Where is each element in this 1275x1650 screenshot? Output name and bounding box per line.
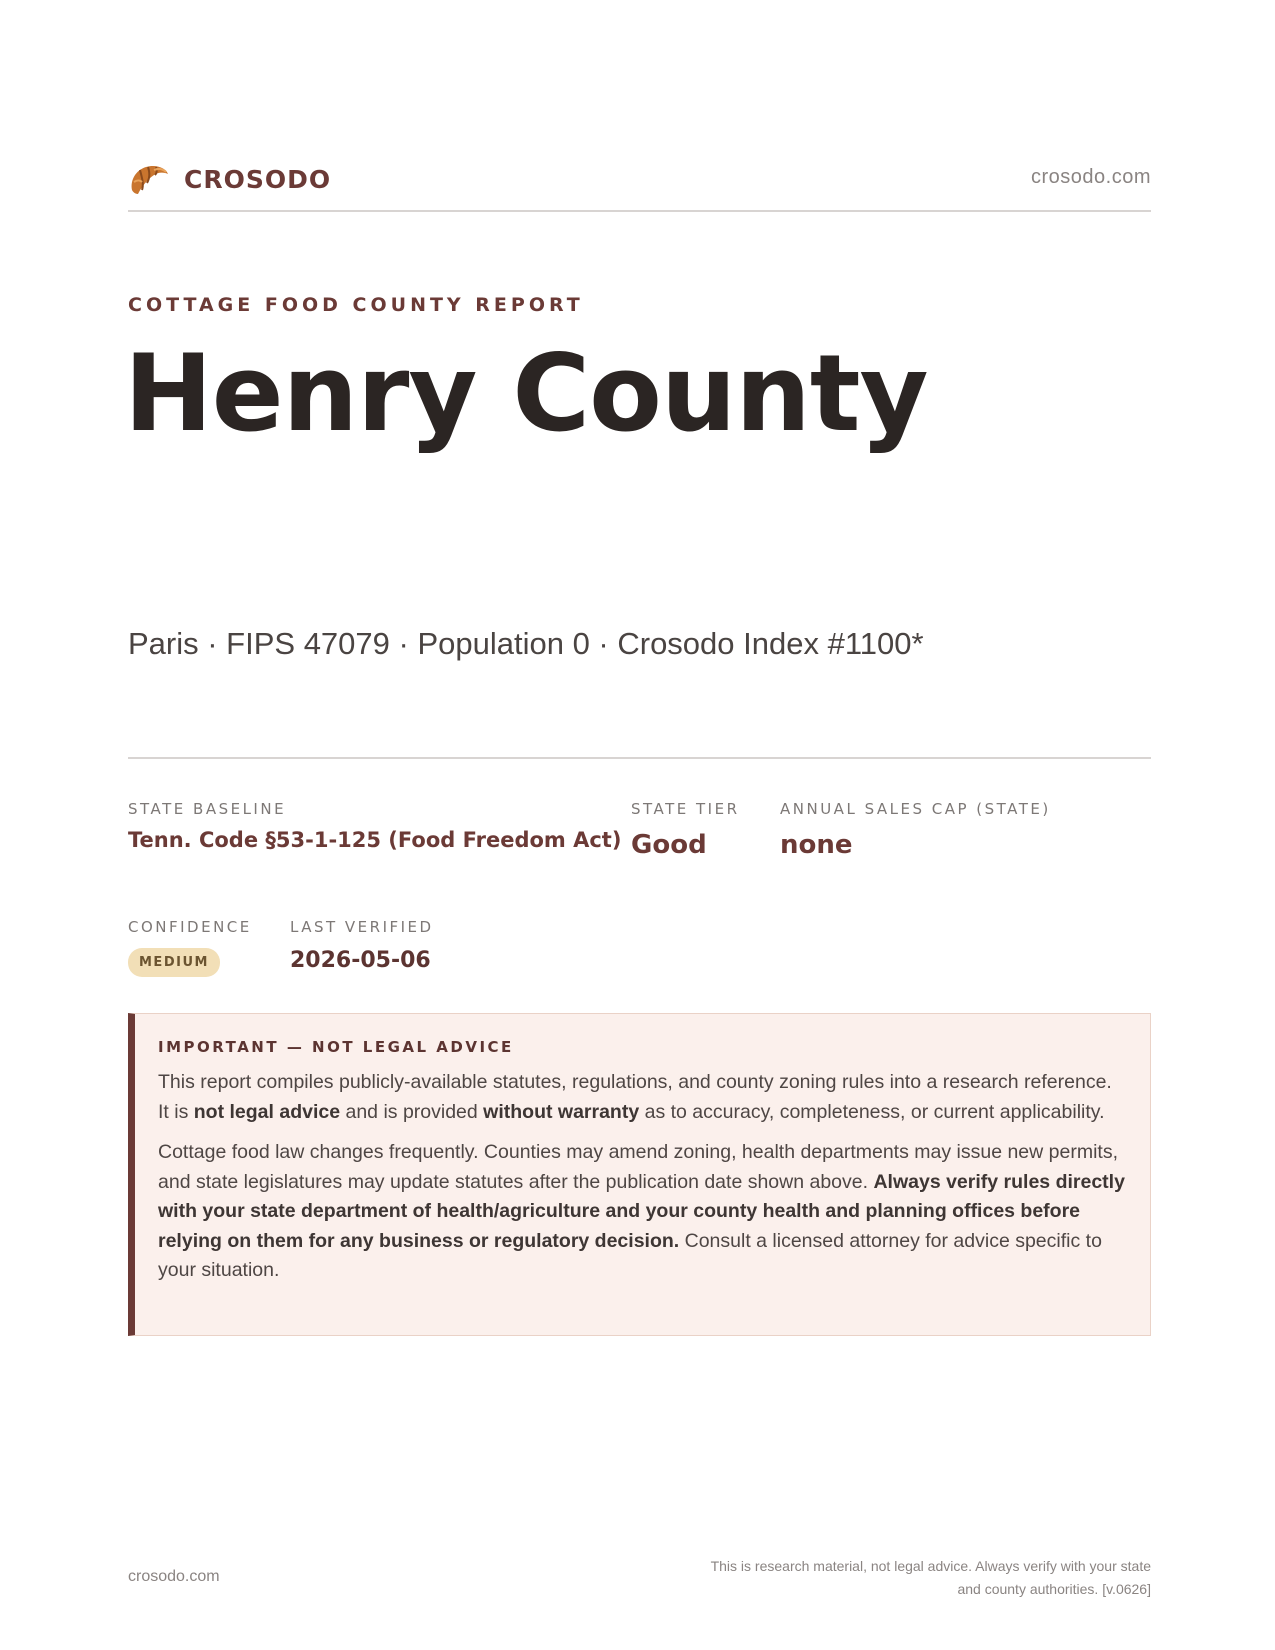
notice-emphasis: without warranty xyxy=(483,1100,640,1123)
report-eyebrow: COTTAGE FOOD COUNTY REPORT xyxy=(128,294,584,316)
notice-emphasis: not legal advice xyxy=(193,1100,341,1123)
section-divider xyxy=(128,757,1151,759)
fact-label: STATE TIER xyxy=(631,800,740,818)
fact-confidence xyxy=(128,918,252,977)
fact-state-baseline xyxy=(128,800,621,852)
site-url-link[interactable]: crosodo.com xyxy=(1031,166,1151,188)
notice-emphasis: Always verify rules directly with your state department of health/agriculture and your county health and planning offices before relying on them for any business or regulatory decision. xyxy=(158,1170,1125,1252)
notice-paragraph xyxy=(158,1138,1128,1286)
fact-label: STATE BASELINE xyxy=(128,800,287,818)
fact-state-tier xyxy=(631,800,740,860)
header-bar xyxy=(128,152,1151,212)
notice-body xyxy=(158,1068,1128,1286)
notice-text: Consult a licensed attorney for advice specific to your situation. xyxy=(158,1229,1102,1281)
footer-site-url[interactable]: crosodo.com xyxy=(128,1568,220,1585)
fact-value: Tenn. Code §53-1-125 (Food Freedom Act) xyxy=(128,828,622,852)
confidence-badge: MEDIUM xyxy=(128,948,220,977)
fact-value: 2026-05-06 xyxy=(290,948,431,973)
notice-paragraph xyxy=(158,1068,1128,1127)
brand[interactable] xyxy=(128,160,331,198)
croissant-icon xyxy=(128,160,170,198)
fact-label: LAST VERIFIED xyxy=(290,918,434,936)
county-meta-line: Paris · FIPS 47079 · Population 0 · Crosodo Index #1100* xyxy=(128,626,924,661)
notice-title: IMPORTANT — NOT LEGAL ADVICE xyxy=(158,1038,514,1056)
notice-text: as to accuracy, completeness, or current applicability. xyxy=(639,1100,1105,1123)
notice-text: This report compiles publicly-available statutes, regulations, and county zoning rules into a research reference. It is xyxy=(158,1071,1112,1123)
brand-name: CROSODO xyxy=(184,164,332,194)
fact-last-verified xyxy=(290,918,434,973)
notice-text: Cottage food law changes frequently. Counties may amend zoning, health departments may issue new permits, and state legislatures may update statutes after the publication date shown above. xyxy=(158,1141,1118,1193)
footer-disclaimer-line: This is research material, not legal advice. Always verify with your state xyxy=(710,1558,1151,1574)
fact-label: ANNUAL SALES CAP (STATE) xyxy=(780,800,1051,818)
footer-disclaimer-line: and county authorities. [v.0626] xyxy=(957,1581,1151,1597)
fact-value: none xyxy=(780,830,853,860)
fact-value: Good xyxy=(631,830,707,860)
legal-notice-box xyxy=(128,1013,1151,1336)
county-title: Henry County xyxy=(124,332,928,455)
notice-text: and is provided xyxy=(340,1100,484,1123)
footer-disclaimer xyxy=(611,1555,1151,1601)
fact-label: CONFIDENCE xyxy=(128,918,252,936)
fact-sales-cap xyxy=(780,800,1051,860)
